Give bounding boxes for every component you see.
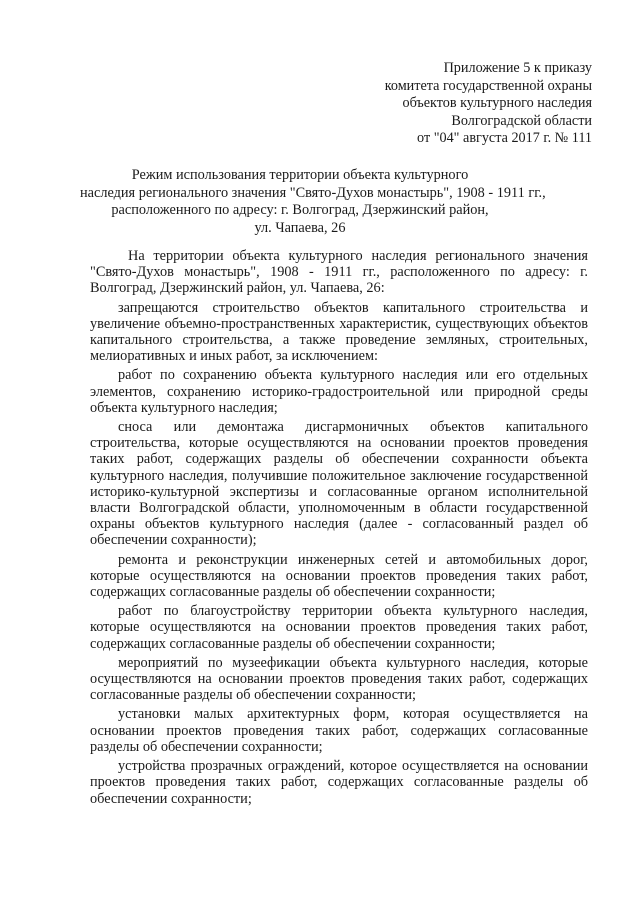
title-line: наследия регионального значения "Свято-Духов монастырь", 1908 - 1911 гг., <box>80 184 546 201</box>
title-line: расположенного по адресу: г. Волгоград, Дзержинский район, <box>111 202 489 219</box>
document-body <box>90 248 588 810</box>
header-line-appendix: Приложение 5 к приказу <box>443 60 592 76</box>
order-appendix-header <box>342 60 592 148</box>
header-line-date: от "04" августа 2017 г. № 111 <box>417 130 592 147</box>
header-line-committee: комитета государственной охраны <box>384 77 592 94</box>
title-line: ул. Чапаева, 26 <box>254 219 346 236</box>
intro-paragraph: На территории объекта культурного наследия регионального значения "Свято-Духов монастырь", 1908 - 1911 гг., расположенного по адресу: г. Волгоград, Дзержинский район, ул. Чапаева, 26: <box>90 248 588 297</box>
header-line-heritage: объектов культурного наследия <box>402 95 592 112</box>
prohibition-paragraph: запрещаются строительство объектов капитального строительства и увеличение объемно-пространственных характеристик, существующих объектов капитального строительства, а также проведение земляных, строительных, мелиоративных и иных работ, за исключением: <box>90 299 588 365</box>
exception-paragraph: устройства прозрачных ограждений, которое осуществляется на основании проектов проведения таких работ, содержащих согласованные разделы об обеспечении сохранности; <box>90 758 588 807</box>
exception-paragraph: мероприятий по музеефикации объекта культурного наследия, которые осуществляются на основании проектов проведения таких работ, содержащих согласованные разделы об обеспечении сохранности; <box>90 654 588 704</box>
exception-paragraph: сноса или демонтажа дисгармоничных объектов капитального строительства, которые осуществляются на основании проектов проведения таких работ, содержащих разделы об обеспечении сохранности объекта культурного наследия, получившие положительное заключение государственной историко-культурной экспертизы и согласованные органом исполнительной власти Волгоградской области, уполномоченным в области государственной охраны объектов культурного наследия (далее - согласованный раздел об обеспечении сохранности); <box>90 419 588 549</box>
exception-paragraph: ремонта и реконструкции инженерных сетей и автомобильных дорог, которые осуществляются на основании проектов проведения таких работ, содержащих согласованные разделы об обеспечении сохранности; <box>90 551 588 601</box>
title-line: Режим использования территории объекта культурного <box>131 167 469 183</box>
exception-paragraph: работ по сохранению объекта культурного наследия или его отдельных элементов, сохранению историко-градостроительной или природной среды объекта культурного наследия; <box>90 367 588 416</box>
header-line-region: Волгоградской области <box>451 112 592 129</box>
exception-paragraph: установки малых архитектурных форм, которая осуществляется на основании проектов проведения таких работ, содержащих согласованные разделы об обеспечении сохранности; <box>90 706 588 755</box>
exception-paragraph: работ по благоустройству территории объекта культурного наследия, которые осуществляются на основании проектов проведения таких работ, содержащих согласованные разделы об обеспечении сохранности; <box>90 603 588 652</box>
document-title <box>80 167 546 237</box>
